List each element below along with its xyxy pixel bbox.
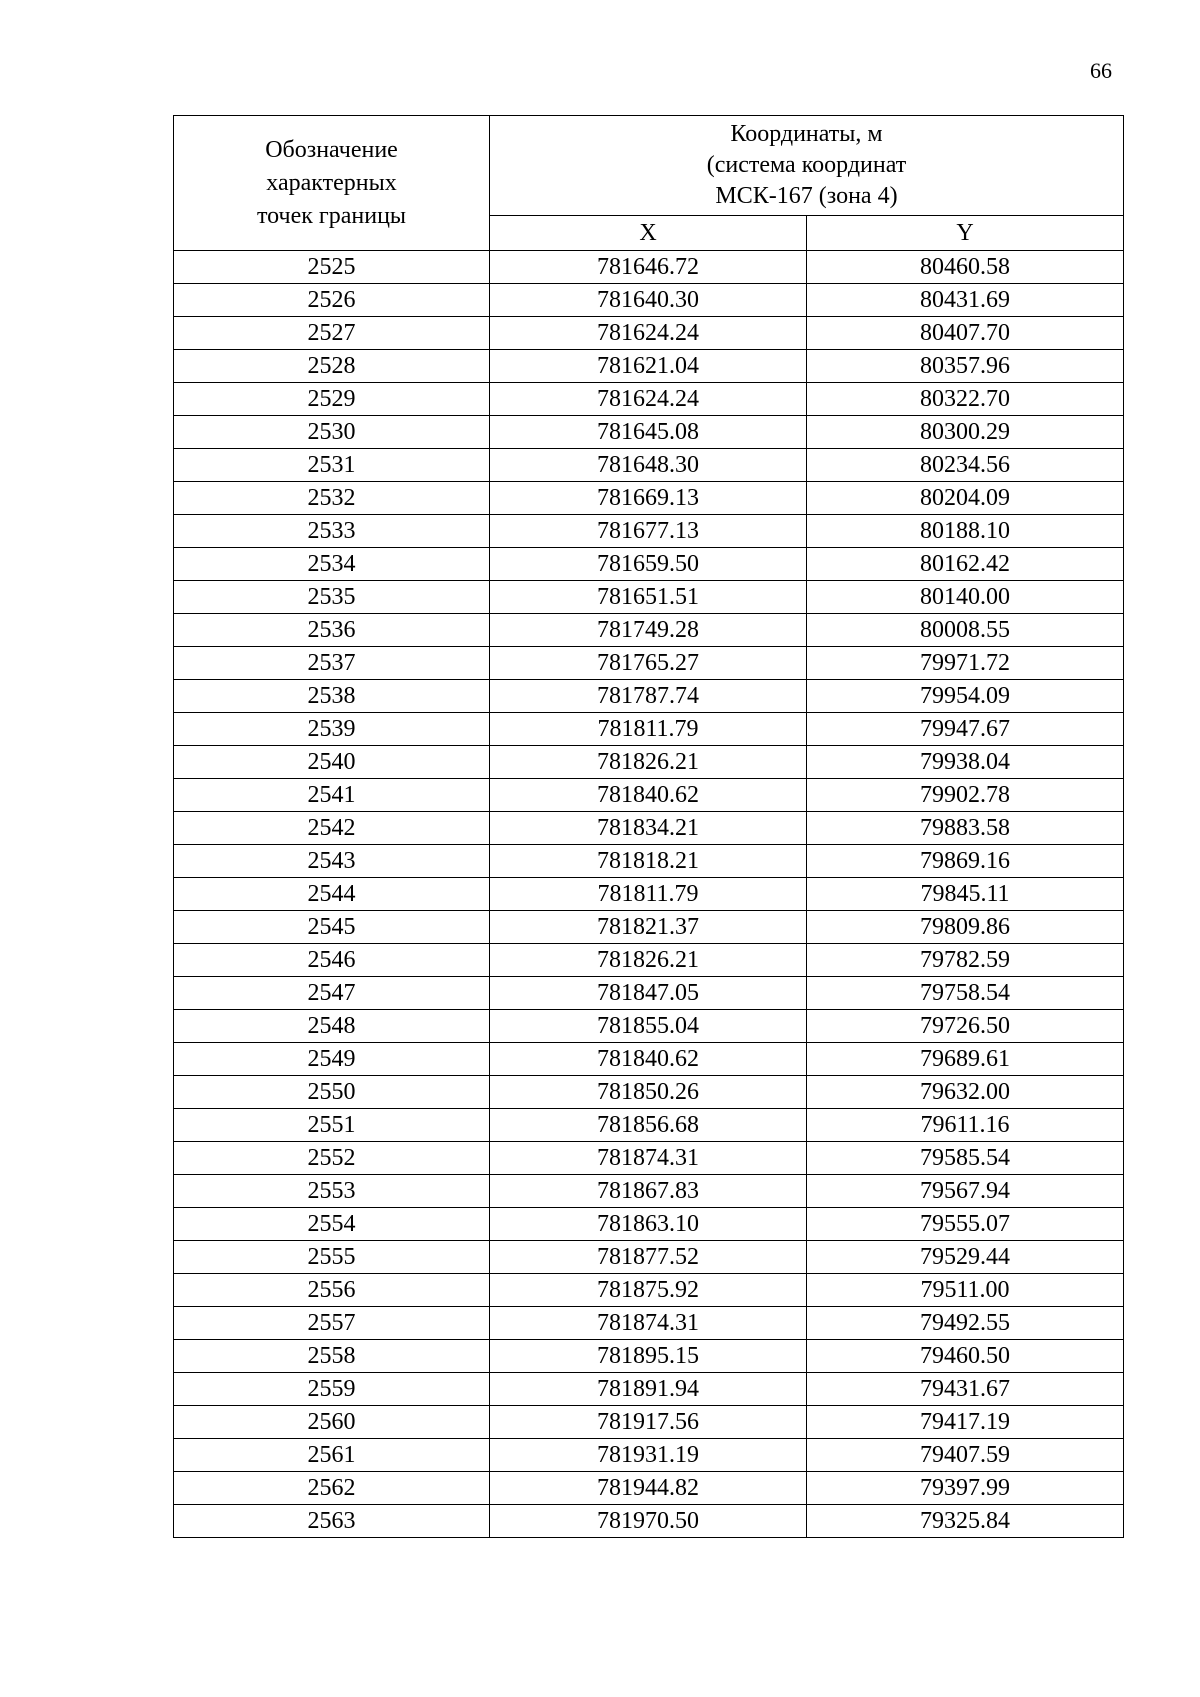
table-row <box>174 416 1124 449</box>
table-row <box>174 1109 1124 1142</box>
table-row <box>174 1406 1124 1439</box>
y-cell: 79954.09 <box>807 680 1124 713</box>
table-row <box>174 911 1124 944</box>
x-cell: 781669.13 <box>490 482 807 515</box>
header-point-designation: Обозначение характерных точек границы <box>174 116 490 251</box>
header-x: X <box>490 216 807 251</box>
x-cell: 781874.31 <box>490 1142 807 1175</box>
table-row <box>174 284 1124 317</box>
x-cell: 781867.83 <box>490 1175 807 1208</box>
point-cell: 2555 <box>174 1241 490 1274</box>
x-cell: 781863.10 <box>490 1208 807 1241</box>
y-cell: 79869.16 <box>807 845 1124 878</box>
point-cell: 2535 <box>174 581 490 614</box>
point-cell: 2553 <box>174 1175 490 1208</box>
table-row <box>174 779 1124 812</box>
y-cell: 79758.54 <box>807 977 1124 1010</box>
point-cell: 2559 <box>174 1373 490 1406</box>
point-cell: 2556 <box>174 1274 490 1307</box>
y-cell: 80204.09 <box>807 482 1124 515</box>
table-row <box>174 548 1124 581</box>
point-cell: 2551 <box>174 1109 490 1142</box>
x-cell: 781624.24 <box>490 383 807 416</box>
table-row <box>174 1208 1124 1241</box>
table-row <box>174 515 1124 548</box>
y-cell: 79883.58 <box>807 812 1124 845</box>
y-cell: 79726.50 <box>807 1010 1124 1043</box>
y-cell: 79689.61 <box>807 1043 1124 1076</box>
header-coordinates: Координаты, м (система координат МСК-167 (зона 4) <box>490 116 1124 216</box>
y-cell: 80162.42 <box>807 548 1124 581</box>
x-cell: 781856.68 <box>490 1109 807 1142</box>
point-cell: 2530 <box>174 416 490 449</box>
y-cell: 79325.84 <box>807 1505 1124 1538</box>
x-cell: 781645.08 <box>490 416 807 449</box>
x-cell: 781970.50 <box>490 1505 807 1538</box>
y-cell: 80140.00 <box>807 581 1124 614</box>
y-cell: 79529.44 <box>807 1241 1124 1274</box>
y-cell: 79511.00 <box>807 1274 1124 1307</box>
table-row <box>174 1307 1124 1340</box>
x-cell: 781840.62 <box>490 779 807 812</box>
table-row <box>174 680 1124 713</box>
x-cell: 781765.27 <box>490 647 807 680</box>
point-cell: 2552 <box>174 1142 490 1175</box>
y-cell: 79632.00 <box>807 1076 1124 1109</box>
point-cell: 2546 <box>174 944 490 977</box>
y-cell: 79397.99 <box>807 1472 1124 1505</box>
x-cell: 781646.72 <box>490 251 807 284</box>
x-cell: 781821.37 <box>490 911 807 944</box>
point-cell: 2562 <box>174 1472 490 1505</box>
point-cell: 2547 <box>174 977 490 1010</box>
table-header <box>174 116 1124 251</box>
x-cell: 781624.24 <box>490 317 807 350</box>
y-cell: 79611.16 <box>807 1109 1124 1142</box>
y-cell: 79809.86 <box>807 911 1124 944</box>
x-cell: 781811.79 <box>490 878 807 911</box>
x-cell: 781891.94 <box>490 1373 807 1406</box>
point-cell: 2525 <box>174 251 490 284</box>
page-number: 66 <box>1090 58 1112 83</box>
table-row <box>174 449 1124 482</box>
x-cell: 781847.05 <box>490 977 807 1010</box>
point-cell: 2549 <box>174 1043 490 1076</box>
y-cell: 79947.67 <box>807 713 1124 746</box>
x-cell: 781874.31 <box>490 1307 807 1340</box>
x-cell: 781677.13 <box>490 515 807 548</box>
point-cell: 2527 <box>174 317 490 350</box>
y-cell: 79567.94 <box>807 1175 1124 1208</box>
table-row <box>174 1340 1124 1373</box>
x-cell: 781811.79 <box>490 713 807 746</box>
x-cell: 781917.56 <box>490 1406 807 1439</box>
table-row <box>174 944 1124 977</box>
table-row <box>174 1505 1124 1538</box>
y-cell: 79417.19 <box>807 1406 1124 1439</box>
x-cell: 781944.82 <box>490 1472 807 1505</box>
table-body <box>174 251 1124 1538</box>
x-cell: 781749.28 <box>490 614 807 647</box>
y-cell: 79431.67 <box>807 1373 1124 1406</box>
table-row <box>174 251 1124 284</box>
point-cell: 2561 <box>174 1439 490 1472</box>
point-cell: 2541 <box>174 779 490 812</box>
table-row <box>174 614 1124 647</box>
y-cell: 80300.29 <box>807 416 1124 449</box>
y-cell: 79782.59 <box>807 944 1124 977</box>
y-cell: 79407.59 <box>807 1439 1124 1472</box>
y-cell: 80008.55 <box>807 614 1124 647</box>
x-cell: 781826.21 <box>490 944 807 977</box>
y-cell: 79971.72 <box>807 647 1124 680</box>
table-row <box>174 746 1124 779</box>
table-row <box>174 977 1124 1010</box>
table-row <box>174 1439 1124 1472</box>
x-cell: 781648.30 <box>490 449 807 482</box>
table-row <box>174 1142 1124 1175</box>
table-row <box>174 350 1124 383</box>
coordinates-table <box>173 115 1124 1538</box>
point-cell: 2560 <box>174 1406 490 1439</box>
point-cell: 2538 <box>174 680 490 713</box>
point-cell: 2540 <box>174 746 490 779</box>
point-cell: 2544 <box>174 878 490 911</box>
y-cell: 79555.07 <box>807 1208 1124 1241</box>
table-row <box>174 1274 1124 1307</box>
y-cell: 80460.58 <box>807 251 1124 284</box>
x-cell: 781855.04 <box>490 1010 807 1043</box>
table-row <box>174 1175 1124 1208</box>
point-cell: 2563 <box>174 1505 490 1538</box>
y-cell: 79938.04 <box>807 746 1124 779</box>
x-cell: 781877.52 <box>490 1241 807 1274</box>
x-cell: 781659.50 <box>490 548 807 581</box>
y-cell: 79492.55 <box>807 1307 1124 1340</box>
point-cell: 2537 <box>174 647 490 680</box>
table-row <box>174 1076 1124 1109</box>
x-cell: 781787.74 <box>490 680 807 713</box>
table-row <box>174 1241 1124 1274</box>
y-cell: 80322.70 <box>807 383 1124 416</box>
table-row <box>174 845 1124 878</box>
header-y: Y <box>807 216 1124 251</box>
point-cell: 2548 <box>174 1010 490 1043</box>
table-row <box>174 1472 1124 1505</box>
point-cell: 2545 <box>174 911 490 944</box>
point-cell: 2534 <box>174 548 490 581</box>
point-cell: 2557 <box>174 1307 490 1340</box>
y-cell: 80431.69 <box>807 284 1124 317</box>
table-row <box>174 647 1124 680</box>
table-row <box>174 713 1124 746</box>
table-row <box>174 317 1124 350</box>
table-row <box>174 482 1124 515</box>
table-row <box>174 1010 1124 1043</box>
table-row <box>174 581 1124 614</box>
x-cell: 781621.04 <box>490 350 807 383</box>
point-cell: 2543 <box>174 845 490 878</box>
table-row <box>174 812 1124 845</box>
point-cell: 2542 <box>174 812 490 845</box>
y-cell: 80234.56 <box>807 449 1124 482</box>
table-row <box>174 1373 1124 1406</box>
x-cell: 781875.92 <box>490 1274 807 1307</box>
y-cell: 80407.70 <box>807 317 1124 350</box>
table-row <box>174 383 1124 416</box>
point-cell: 2554 <box>174 1208 490 1241</box>
table-row <box>174 1043 1124 1076</box>
point-cell: 2531 <box>174 449 490 482</box>
y-cell: 79585.54 <box>807 1142 1124 1175</box>
y-cell: 79845.11 <box>807 878 1124 911</box>
x-cell: 781818.21 <box>490 845 807 878</box>
table-row <box>174 878 1124 911</box>
point-cell: 2528 <box>174 350 490 383</box>
y-cell: 79902.78 <box>807 779 1124 812</box>
y-cell: 80188.10 <box>807 515 1124 548</box>
y-cell: 79460.50 <box>807 1340 1124 1373</box>
point-cell: 2532 <box>174 482 490 515</box>
x-cell: 781640.30 <box>490 284 807 317</box>
point-cell: 2550 <box>174 1076 490 1109</box>
x-cell: 781895.15 <box>490 1340 807 1373</box>
x-cell: 781850.26 <box>490 1076 807 1109</box>
point-cell: 2529 <box>174 383 490 416</box>
x-cell: 781826.21 <box>490 746 807 779</box>
point-cell: 2533 <box>174 515 490 548</box>
point-cell: 2539 <box>174 713 490 746</box>
x-cell: 781834.21 <box>490 812 807 845</box>
point-cell: 2526 <box>174 284 490 317</box>
x-cell: 781931.19 <box>490 1439 807 1472</box>
x-cell: 781651.51 <box>490 581 807 614</box>
x-cell: 781840.62 <box>490 1043 807 1076</box>
point-cell: 2558 <box>174 1340 490 1373</box>
point-cell: 2536 <box>174 614 490 647</box>
y-cell: 80357.96 <box>807 350 1124 383</box>
